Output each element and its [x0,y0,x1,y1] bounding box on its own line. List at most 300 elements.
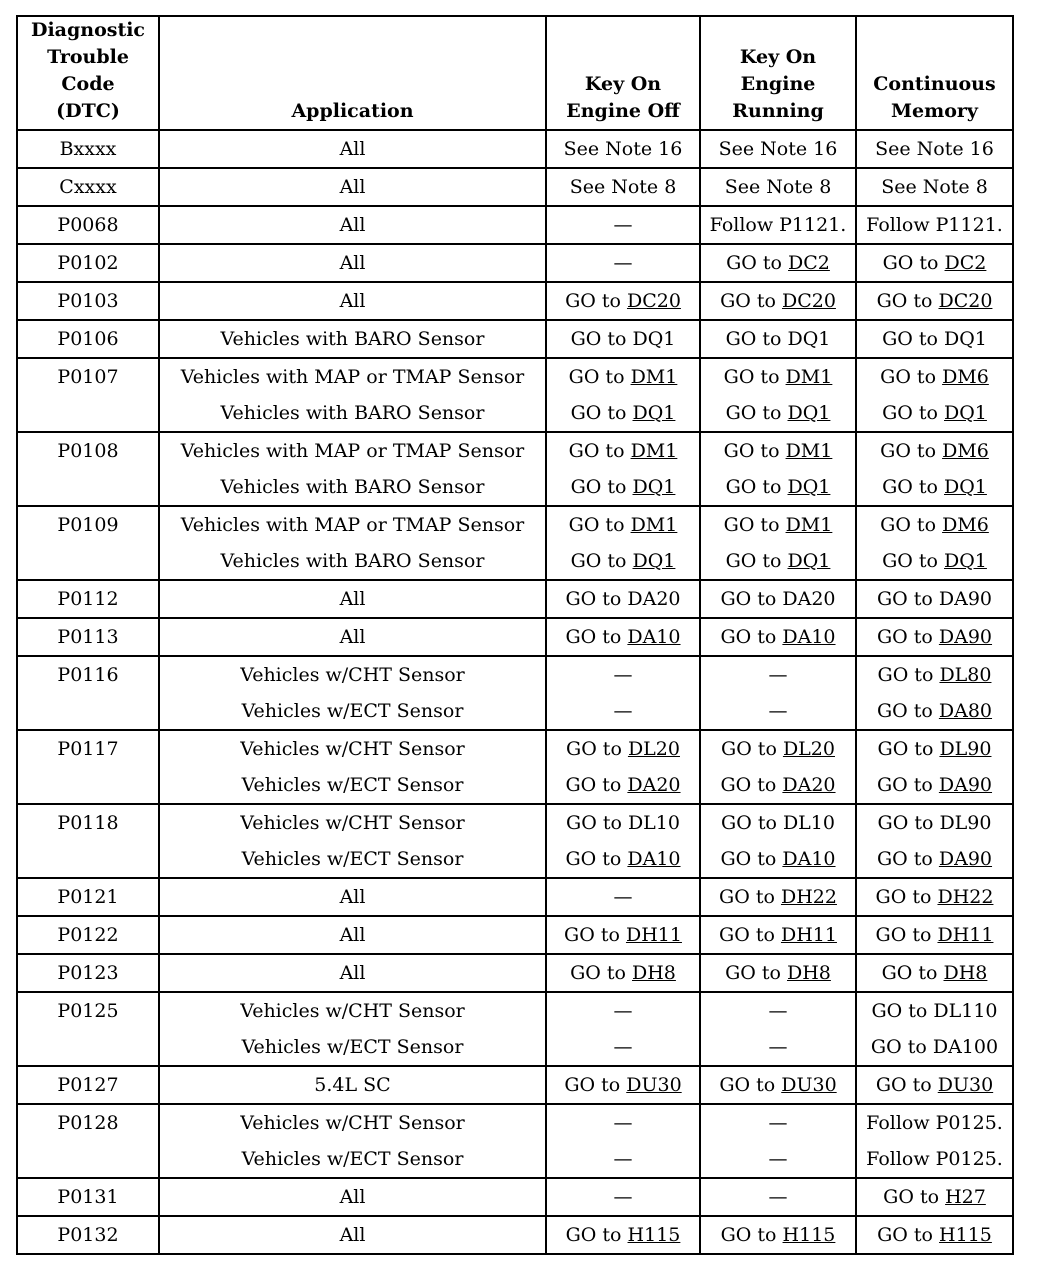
dtc-code: P0107 [57,366,119,388]
procedure-link[interactable]: DC20 [626,290,681,312]
continuous-memory-cell [856,506,1013,580]
procedure-link[interactable]: DA90 [938,626,993,648]
dtc-code-cell [17,1216,159,1254]
application-cell [159,244,546,282]
procedure-link[interactable]: H27 [945,1186,986,1208]
procedure-link[interactable]: DH11 [780,924,837,946]
application-text: All [339,962,366,984]
action-text [857,1179,1012,1215]
key-on-engine-off-cell [546,1066,700,1104]
action-text: GO to DQ1 [570,328,676,350]
header-key-on-engine-running: Key On Engine Running [700,16,856,130]
action-text [857,469,1012,505]
application-cell [159,506,546,580]
key-on-engine-off-cell [546,506,700,580]
key-on-engine-running-cell [700,206,856,244]
action-text: GO to DL10 [721,812,835,834]
application-cell [159,358,546,432]
application-text: All [339,138,366,160]
action-prefix: GO to [720,626,783,648]
action-prefix: GO to [880,514,943,536]
action-text [701,955,855,991]
action-text [857,1217,1012,1253]
procedure-link[interactable]: DM1 [630,440,678,462]
action-prefix: GO to [876,626,939,648]
action-prefix: GO to [876,848,939,870]
action-text: — [613,214,633,236]
continuous-memory-cell [856,358,1013,432]
action-text [857,955,1012,991]
action-text [701,283,855,319]
action-prefix: GO to [719,1074,782,1096]
procedure-link[interactable]: DM6 [942,366,989,388]
procedure-link[interactable]: DQ1 [787,402,831,424]
procedure-link[interactable]: DM6 [942,514,989,536]
application-text: Vehicles with BARO Sensor [220,550,485,572]
action-text: See Note 8 [724,176,832,198]
application-cell [159,804,546,878]
procedure-link[interactable]: DC20 [781,290,836,312]
action-text: — [768,664,788,686]
procedure-link[interactable]: DH8 [787,962,831,984]
dtc-code-cell [17,1104,159,1178]
dtc-code-cell [17,1178,159,1216]
action-prefix: GO to [570,402,633,424]
action-prefix: GO to [881,962,944,984]
procedure-link[interactable]: DU30 [626,1074,682,1096]
procedure-link[interactable]: DC20 [938,290,993,312]
table-row [17,618,1013,656]
action-prefix: GO to [565,290,627,312]
action-prefix: GO to [877,664,940,686]
key-on-engine-off-cell [546,432,700,506]
header-continuous-memory: Continuous Memory [856,16,1013,130]
application-cell [159,916,546,954]
application-cell [159,954,546,992]
action-text: Follow P0125. [866,1148,1003,1170]
action-text [857,657,1012,693]
procedure-link[interactable]: DQ1 [944,402,987,424]
key-on-engine-off-cell [546,992,700,1066]
action-text [857,283,1012,319]
key-on-engine-off-cell [546,206,700,244]
dtc-code: P0112 [57,588,119,610]
action-text [701,507,855,543]
procedure-link[interactable]: DC2 [944,252,987,274]
application-text: All [339,588,366,610]
action-text [701,1217,855,1253]
action-text [547,283,699,319]
key-on-engine-off-cell [546,358,700,432]
application-text: All [339,626,366,648]
key-on-engine-running-cell [700,282,856,320]
action-text: — [768,700,788,722]
action-text [857,359,1012,395]
procedure-link[interactable]: DM6 [942,440,989,462]
dtc-code-cell [17,878,159,916]
action-text [857,395,1012,431]
action-text: — [613,664,633,686]
action-text [857,767,1012,803]
action-text: See Note 8 [569,176,677,198]
action-prefix: GO to [725,550,788,572]
procedure-link[interactable]: DH22 [780,886,837,908]
dtc-code: P0122 [57,924,119,946]
application-text: All [339,1186,366,1208]
application-text: Vehicles w/ECT Sensor [241,774,464,796]
application-cell [159,168,546,206]
procedure-link[interactable]: DM1 [630,366,678,388]
dtc-code-cell [17,320,159,358]
application-text: All [339,886,366,908]
table-row [17,1216,1013,1254]
key-on-engine-off-cell [546,130,700,168]
application-cell [159,1216,546,1254]
key-on-engine-running-cell [700,358,856,432]
dtc-code: P0068 [57,214,119,236]
table-row [17,282,1013,320]
action-text [701,619,855,655]
key-on-engine-off-cell [546,282,700,320]
action-text: Follow P0125. [866,1112,1003,1134]
action-text: GO to DL110 [871,1000,998,1022]
procedure-link[interactable]: DH11 [625,924,682,946]
action-prefix: GO to [566,738,628,760]
action-text: — [613,1036,633,1058]
action-text: — [613,700,633,722]
procedure-link[interactable]: DA10 [782,626,836,648]
continuous-memory-cell [856,206,1013,244]
action-text: GO to DL10 [566,812,680,834]
procedure-link[interactable]: DQ1 [787,550,831,572]
procedure-link[interactable]: DM1 [630,514,678,536]
header-application: Application [159,16,546,130]
action-prefix: GO to [570,962,632,984]
dtc-code-cell [17,206,159,244]
application-text: All [339,214,366,236]
action-prefix: GO to [723,366,786,388]
key-on-engine-running-cell [700,1216,856,1254]
dtc-code: P0125 [57,1000,119,1022]
dtc-code-cell [17,992,159,1066]
procedure-link[interactable]: H115 [782,1224,836,1246]
action-prefix: GO to [875,1074,938,1096]
key-on-engine-off-cell [546,1104,700,1178]
action-text: — [768,1112,788,1134]
action-prefix: GO to [568,440,631,462]
action-text: — [613,1186,633,1208]
dtc-code-cell [17,244,159,282]
action-prefix: GO to [565,848,628,870]
action-text: — [613,1112,633,1134]
dtc-code: Bxxxx [59,138,117,160]
table-row [17,206,1013,244]
procedure-link[interactable]: DC2 [788,252,830,274]
application-cell [159,1066,546,1104]
action-text: — [613,886,633,908]
action-prefix: GO to [725,476,788,498]
procedure-link[interactable]: DQ1 [787,476,831,498]
procedure-link[interactable]: DQ1 [944,476,987,498]
action-prefix: GO to [882,402,944,424]
application-text: Vehicles with BARO Sensor [220,476,485,498]
continuous-memory-cell [856,730,1013,804]
action-text: Follow P1121. [709,214,847,236]
table-row [17,580,1013,618]
action-text [701,469,855,505]
procedure-link[interactable]: DA80 [938,700,993,722]
key-on-engine-off-cell [546,1216,700,1254]
procedure-link[interactable]: DQ1 [632,550,676,572]
procedure-link[interactable]: DL90 [939,738,992,760]
continuous-memory-cell [856,656,1013,730]
action-prefix: GO to [882,252,945,274]
action-prefix: GO to [719,924,781,946]
key-on-engine-off-cell [546,244,700,282]
dtc-code: P0121 [57,886,119,908]
procedure-link[interactable]: DA10 [627,626,681,648]
procedure-link[interactable]: DM1 [785,440,833,462]
dtc-code-cell [17,580,159,618]
action-text: See Note 16 [563,138,683,160]
key-on-engine-running-cell [700,992,856,1066]
key-on-engine-off-cell [546,730,700,804]
table-row [17,130,1013,168]
table-row [17,878,1013,916]
header-key-on-engine-off: Key On Engine Off [546,16,700,130]
key-on-engine-off-cell [546,580,700,618]
key-on-engine-running-cell [700,1178,856,1216]
dtc-code: P0103 [57,290,119,312]
application-cell [159,320,546,358]
action-text [547,359,699,395]
key-on-engine-off-cell [546,878,700,916]
action-text: GO to DA100 [870,1036,999,1058]
key-on-engine-running-cell [700,618,856,656]
procedure-link[interactable]: DL20 [627,738,680,760]
dtc-code: P0123 [57,962,119,984]
action-text: See Note 8 [881,176,988,198]
application-text: Vehicles w/ECT Sensor [241,1148,464,1170]
application-text: Vehicles w/CHT Sensor [240,1000,465,1022]
procedure-link[interactable]: DL80 [939,664,992,686]
procedure-link[interactable]: DL20 [782,738,835,760]
action-text: See Note 16 [718,138,838,160]
key-on-engine-running-cell [700,244,856,282]
key-on-engine-running-cell [700,432,856,506]
procedure-link[interactable]: DA20 [627,774,681,796]
procedure-link[interactable]: DM1 [785,514,833,536]
table-row [17,954,1013,992]
action-prefix: GO to [721,738,783,760]
key-on-engine-running-cell [700,804,856,878]
table-row [17,244,1013,282]
continuous-memory-cell [856,992,1013,1066]
continuous-memory-cell [856,1178,1013,1216]
action-text [701,359,855,395]
action-text [547,731,699,767]
action-text [547,433,699,469]
action-prefix: GO to [565,1224,628,1246]
application-text: Vehicles with MAP or TMAP Sensor [180,514,525,536]
action-text [547,917,699,953]
action-prefix: GO to [723,514,786,536]
action-prefix: GO to [568,366,631,388]
key-on-engine-off-cell [546,618,700,656]
procedure-link[interactable]: H115 [627,1224,681,1246]
application-text: Vehicles w/ECT Sensor [241,700,464,722]
procedure-link[interactable]: DQ1 [632,476,676,498]
dtc-code: P0118 [57,812,119,834]
action-prefix: GO to [564,924,626,946]
procedure-link[interactable]: DA10 [782,848,836,870]
key-on-engine-running-cell [700,730,856,804]
table-row [17,916,1013,954]
action-text: — [768,1036,788,1058]
dtc-code-cell [17,282,159,320]
dtc-code-cell [17,804,159,878]
procedure-link[interactable]: DQ1 [632,402,676,424]
action-text [857,731,1012,767]
action-text: — [613,1148,633,1170]
continuous-memory-cell [856,282,1013,320]
action-prefix: GO to [719,886,781,908]
key-on-engine-off-cell [546,1178,700,1216]
action-text [547,469,699,505]
dtc-code: P0127 [57,1074,119,1096]
action-text [701,543,855,579]
action-text [701,433,855,469]
action-prefix: GO to [725,962,787,984]
application-cell [159,206,546,244]
procedure-link[interactable]: DA10 [627,848,681,870]
dtc-code: P0108 [57,440,119,462]
continuous-memory-cell [856,320,1013,358]
dtc-code: P0117 [57,738,119,760]
action-prefix: GO to [570,476,633,498]
procedure-link[interactable]: DM1 [785,366,833,388]
procedure-link[interactable]: DA90 [938,848,993,870]
application-text: All [339,252,366,274]
dtc-code: P0131 [57,1186,119,1208]
action-text [857,917,1012,953]
application-text: Vehicles w/CHT Sensor [240,664,465,686]
action-text: See Note 16 [875,138,994,160]
action-text [701,879,855,915]
action-prefix: GO to [564,1074,627,1096]
action-text [857,245,1012,281]
application-text: Vehicles w/CHT Sensor [240,1112,465,1134]
application-cell [159,618,546,656]
application-text: Vehicles w/CHT Sensor [240,812,465,834]
action-prefix: GO to [720,290,782,312]
action-text: GO to DQ1 [882,328,987,350]
action-text [857,543,1012,579]
action-prefix: GO to [877,1224,940,1246]
application-text: Vehicles with MAP or TMAP Sensor [180,366,525,388]
action-text: GO to DA20 [720,588,836,610]
procedure-link[interactable]: DH11 [937,924,994,946]
application-text: Vehicles with BARO Sensor [220,402,485,424]
dtc-code-cell [17,432,159,506]
action-text [701,917,855,953]
application-text: Vehicles with BARO Sensor [220,328,485,350]
dtc-code-cell [17,1066,159,1104]
application-text: Vehicles with MAP or TMAP Sensor [180,440,525,462]
continuous-memory-cell [856,1216,1013,1254]
action-text [857,507,1012,543]
key-on-engine-running-cell [700,656,856,730]
action-text [547,395,699,431]
procedure-link[interactable]: DU30 [781,1074,837,1096]
key-on-engine-running-cell [700,916,856,954]
continuous-memory-cell [856,878,1013,916]
action-text: — [768,1000,788,1022]
procedure-link[interactable]: DH8 [943,962,988,984]
key-on-engine-running-cell [700,506,856,580]
table-row [17,320,1013,358]
table-row [17,1104,1013,1178]
table-row [17,432,1013,506]
dtc-code-cell [17,168,159,206]
procedure-link[interactable]: DU30 [937,1074,994,1096]
action-text [547,1067,699,1103]
action-text: — [613,1000,633,1022]
application-cell [159,282,546,320]
key-on-engine-off-cell [546,320,700,358]
action-prefix: GO to [883,1186,946,1208]
action-prefix: GO to [882,550,944,572]
procedure-link[interactable]: DH22 [937,886,994,908]
action-prefix: GO to [568,514,631,536]
action-text [857,693,1012,729]
action-text [857,433,1012,469]
procedure-link[interactable]: DQ1 [944,550,987,572]
key-on-engine-off-cell [546,168,700,206]
action-text: — [768,1186,788,1208]
action-prefix: GO to [875,886,938,908]
action-text [701,841,855,877]
table-row [17,358,1013,432]
action-prefix: GO to [876,700,939,722]
continuous-memory-cell [856,916,1013,954]
action-text [547,841,699,877]
action-text [701,395,855,431]
application-cell [159,130,546,168]
continuous-memory-cell [856,1066,1013,1104]
action-text: GO to DA90 [876,588,993,610]
key-on-engine-off-cell [546,804,700,878]
header-dtc: Diagnostic Trouble Code (DTC) [17,16,159,130]
procedure-link[interactable]: H115 [939,1224,992,1246]
dtc-code-cell [17,954,159,992]
action-prefix: GO to [720,1224,783,1246]
key-on-engine-running-cell [700,1066,856,1104]
continuous-memory-cell [856,244,1013,282]
key-on-engine-running-cell [700,580,856,618]
table-row [17,168,1013,206]
action-text [547,955,699,991]
dtc-code: P0106 [57,328,119,350]
procedure-link[interactable]: DA20 [782,774,836,796]
procedure-link[interactable]: DA90 [938,774,993,796]
action-prefix: GO to [720,774,783,796]
action-text [547,1217,699,1253]
table-row [17,656,1013,730]
application-text: Vehicles w/CHT Sensor [240,738,465,760]
procedure-link[interactable]: DH8 [632,962,676,984]
continuous-memory-cell [856,954,1013,992]
